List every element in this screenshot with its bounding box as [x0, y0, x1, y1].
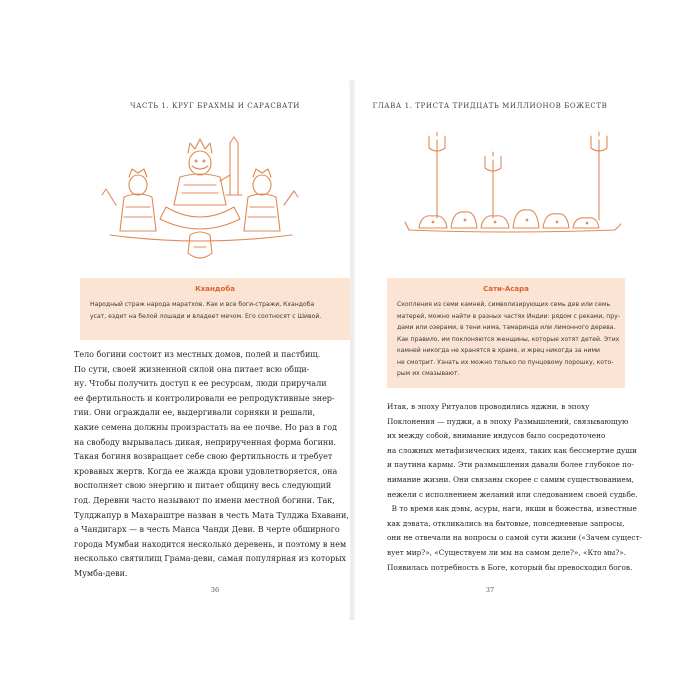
right-page: [355, 90, 642, 610]
right-caption-title: Сати-Асара: [483, 285, 529, 293]
text-line: Появилась потребность в Боге, который бы превосходил богов.: [387, 562, 633, 572]
right-page-number: 37: [485, 586, 495, 594]
text-line: вует мир?», «Существуем ли мы на самом деле?», «Кто мы?».: [387, 547, 627, 557]
left-running-head: ЧАСТЬ 1. КРУГ БРАХМЫ И САРАСВАТИ: [130, 102, 300, 110]
caption-line: Скопления из семи камней, символизирующих семь дев или семь: [397, 301, 611, 308]
right-running-head: ГЛАВА 1. ТРИСТА ТРИДЦАТЬ МИЛЛИОНОВ БОЖЕСТВ: [372, 102, 608, 110]
text-line: В то время как дэвы, асуры, наги, якши и божества, известные: [387, 504, 637, 514]
text-line: Мумба-деви.: [74, 568, 128, 578]
text-line: гии. Они ограждали ее, выдергивали сорняки и решали,: [74, 408, 316, 418]
text-line: города Мумбаи находится несколько деревень, и поэтому в нем: [74, 539, 347, 549]
right-body-text: [387, 400, 642, 575]
left-page-number: 36: [210, 586, 220, 594]
text-line: кровавых жертв. Когда ее жажда крови удовлетворяется, она: [74, 466, 338, 476]
left-caption-box: [80, 278, 350, 340]
caption-line: рым их смазывают.: [397, 370, 460, 377]
text-line: год. Деревни часто называют по имени местной богини. Так,: [74, 495, 335, 505]
caption-line: матерей, можно найти в разных частях Индии: рядом с реками, пру-: [397, 312, 620, 320]
text-line: нежели с исполнением желаний или следованием своей судьбе.: [387, 489, 638, 499]
left-caption-title: Кхандоба: [195, 285, 235, 293]
right-caption-box: [387, 278, 625, 388]
khandoba-deity-drawing-icon: [80, 135, 350, 270]
sati-asara-stones-tridents-icon: [355, 130, 625, 250]
text-line: Поклонения — пуджи, а в эпоху Размышлений, связывающую: [387, 416, 629, 426]
text-line: как дэвата, откликались на бытовые, повседневные запросы,: [387, 518, 625, 528]
text-line: Тело богини состоит из местных домов, полей и пастбищ.: [74, 350, 321, 359]
text-line: ее фертильность и контролировали ее репродуктивные энер-: [74, 393, 335, 403]
left-body-text: [74, 348, 349, 582]
text-line: Такая богиня возвращает себе свою фертильность и требует: [74, 452, 333, 462]
text-line: они не отвечали на вопросы о самой сути жизни («Зачем сущест-: [387, 533, 642, 543]
right-caption-text: [397, 299, 620, 380]
caption-line: камней никогда не хранятся в храме, и жрец никогда за ними: [397, 347, 601, 354]
text-line: на свободу вырывалась дикая, неприрученная форма богини.: [74, 437, 337, 447]
caption-line: дами или озерами, в тени нима, тамаринда или лимонного дерева.: [397, 324, 616, 331]
text-line: нимание жизни. Они связаны скорее с самим существованием,: [387, 474, 634, 484]
text-line: Тулджапур в Махараштре назван в честь Мата Тулджа Бхавани,: [74, 510, 349, 520]
caption-line: Народный страж народа маратхов. Как и все боги-стражи, Кхандоба: [90, 301, 315, 308]
caption-line: Как правило, им поклоняются женщины, которые хотят детей. Этих: [397, 335, 620, 343]
caption-line: усат, ездит на белой лошади и владеет мечом. Его соотносят с Шивой.: [90, 312, 322, 320]
text-line: восполняет свою энергию и питает общину весь следующий: [74, 481, 332, 491]
text-line: По сути, своей жизненной силой она питает всю общи-: [74, 364, 310, 374]
text-line: и паутина кармы. Эти размышления давали более глубокое по-: [387, 460, 634, 470]
text-line: какие семена должны произрастать на ее почве. Но раз в год: [74, 422, 338, 432]
text-line: ну. Чтобы получить доступ к ее ресурсам, люди приручали: [74, 379, 327, 389]
text-line: Итак, в эпоху Ритуалов проводились яджни, в эпоху: [387, 402, 590, 411]
text-line: а Чандигарх — в честь Манса Чанди Деви. В черте обширного: [74, 525, 340, 535]
left-caption-text: [90, 299, 321, 322]
text-line: на сложных метафизических идеях, таких как бессмертие души: [387, 445, 637, 455]
caption-line: не смотрит. Узнать их можно только по пунцовому порошку, кото-: [397, 358, 614, 366]
text-line: их между собой, внимание индусов было сосредоточено: [387, 431, 606, 441]
left-page: [74, 90, 350, 610]
text-line: несколько святилищ Грама-деви, самая популярная из которых: [74, 554, 347, 564]
